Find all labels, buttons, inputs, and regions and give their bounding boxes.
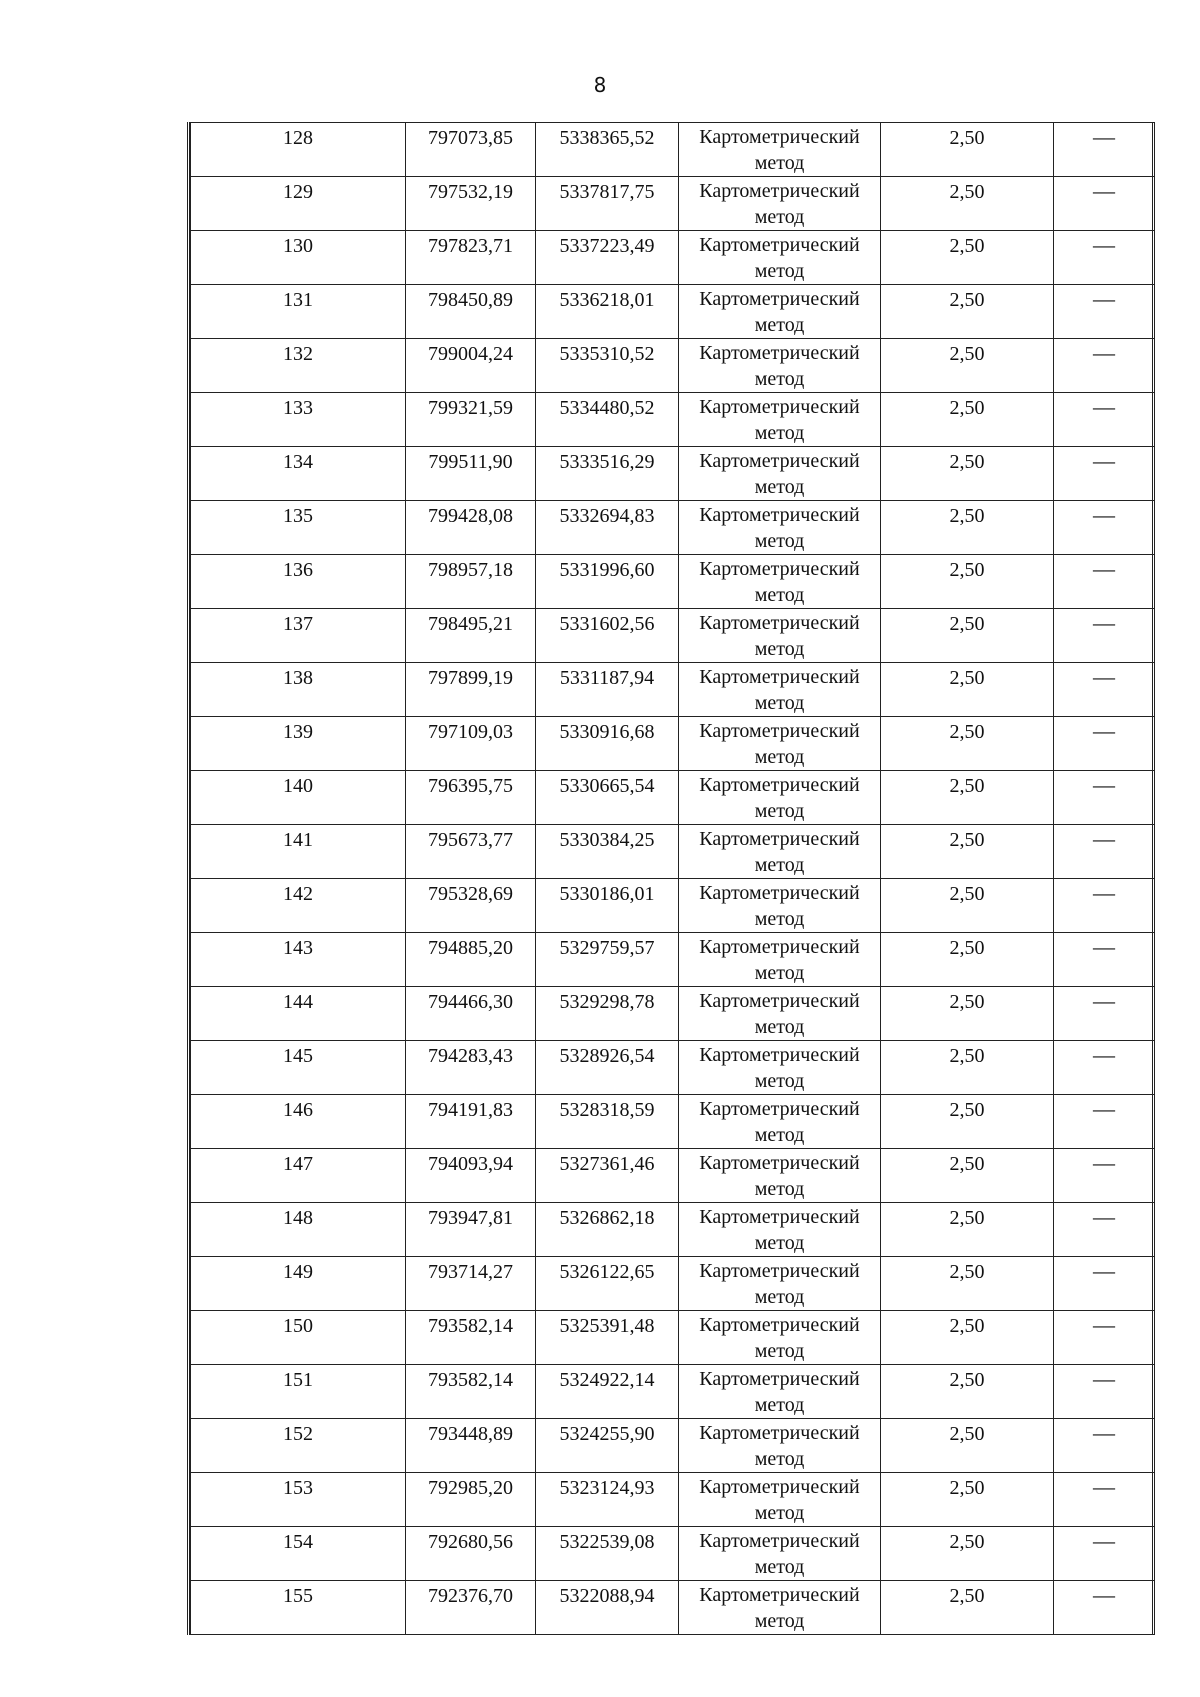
point-number-cell: 135 [191, 501, 406, 555]
y-coordinate-cell: 5324922,14 [536, 1365, 679, 1419]
method-cell: Картометрический метод [679, 339, 881, 393]
y-coordinate-cell: 5330665,54 [536, 771, 679, 825]
point-number-cell: 131 [191, 285, 406, 339]
x-coordinate-cell: 792376,70 [406, 1581, 536, 1635]
point-number-cell: 128 [191, 123, 406, 177]
y-coordinate-cell: 5333516,29 [536, 447, 679, 501]
table-row [191, 177, 1155, 231]
method-cell: Картометрический метод [679, 771, 881, 825]
point-number-cell: 141 [191, 825, 406, 879]
method-cell: Картометрический метод [679, 1419, 881, 1473]
point-number-cell: 129 [191, 177, 406, 231]
x-coordinate-cell: 799321,59 [406, 393, 536, 447]
page-number: 8 [593, 73, 607, 97]
accuracy-cell: 2,50 [881, 1257, 1054, 1311]
note-cell: — [1054, 1527, 1155, 1581]
table-row [191, 1365, 1155, 1419]
y-coordinate-cell: 5326122,65 [536, 1257, 679, 1311]
table-row [191, 231, 1155, 285]
coordinates-table-wrapper [187, 122, 1155, 1635]
method-cell: Картометрический метод [679, 717, 881, 771]
point-number-cell: 136 [191, 555, 406, 609]
accuracy-cell: 2,50 [881, 1311, 1054, 1365]
point-number-cell: 154 [191, 1527, 406, 1581]
method-cell: Картометрический метод [679, 1041, 881, 1095]
accuracy-cell: 2,50 [881, 501, 1054, 555]
x-coordinate-cell: 799428,08 [406, 501, 536, 555]
note-cell: — [1054, 123, 1155, 177]
table-row [191, 1419, 1155, 1473]
x-coordinate-cell: 799511,90 [406, 447, 536, 501]
table-row [191, 447, 1155, 501]
note-cell: — [1054, 1149, 1155, 1203]
x-coordinate-cell: 794885,20 [406, 933, 536, 987]
method-cell: Картометрический метод [679, 393, 881, 447]
point-number-cell: 150 [191, 1311, 406, 1365]
note-cell: — [1054, 339, 1155, 393]
table-row [191, 1095, 1155, 1149]
method-cell: Картометрический метод [679, 987, 881, 1041]
note-cell: — [1054, 1581, 1155, 1635]
accuracy-cell: 2,50 [881, 555, 1054, 609]
point-number-cell: 134 [191, 447, 406, 501]
point-number-cell: 143 [191, 933, 406, 987]
x-coordinate-cell: 798495,21 [406, 609, 536, 663]
method-cell: Картометрический метод [679, 231, 881, 285]
table-row [191, 1203, 1155, 1257]
table-row [191, 1311, 1155, 1365]
x-coordinate-cell: 794191,83 [406, 1095, 536, 1149]
table-row [191, 717, 1155, 771]
table-row [191, 123, 1155, 177]
method-cell: Картометрический метод [679, 1581, 881, 1635]
y-coordinate-cell: 5334480,52 [536, 393, 679, 447]
note-cell: — [1054, 555, 1155, 609]
table-row [191, 555, 1155, 609]
y-coordinate-cell: 5322539,08 [536, 1527, 679, 1581]
table-row [191, 285, 1155, 339]
accuracy-cell: 2,50 [881, 177, 1054, 231]
table-row [191, 825, 1155, 879]
y-coordinate-cell: 5327361,46 [536, 1149, 679, 1203]
method-cell: Картометрический метод [679, 1365, 881, 1419]
method-cell: Картометрический метод [679, 825, 881, 879]
accuracy-cell: 2,50 [881, 1041, 1054, 1095]
table-row [191, 1149, 1155, 1203]
coordinates-table-body [191, 123, 1155, 1635]
x-coordinate-cell: 797899,19 [406, 663, 536, 717]
note-cell: — [1054, 987, 1155, 1041]
point-number-cell: 140 [191, 771, 406, 825]
table-row [191, 393, 1155, 447]
x-coordinate-cell: 793714,27 [406, 1257, 536, 1311]
note-cell: — [1054, 609, 1155, 663]
point-number-cell: 144 [191, 987, 406, 1041]
note-cell: — [1054, 1203, 1155, 1257]
table-row [191, 501, 1155, 555]
y-coordinate-cell: 5330384,25 [536, 825, 679, 879]
point-number-cell: 155 [191, 1581, 406, 1635]
method-cell: Картометрический метод [679, 609, 881, 663]
x-coordinate-cell: 798450,89 [406, 285, 536, 339]
note-cell: — [1054, 177, 1155, 231]
point-number-cell: 145 [191, 1041, 406, 1095]
method-cell: Картометрический метод [679, 1257, 881, 1311]
method-cell: Картометрический метод [679, 1527, 881, 1581]
note-cell: — [1054, 285, 1155, 339]
x-coordinate-cell: 795673,77 [406, 825, 536, 879]
y-coordinate-cell: 5332694,83 [536, 501, 679, 555]
note-cell: — [1054, 231, 1155, 285]
x-coordinate-cell: 792985,20 [406, 1473, 536, 1527]
y-coordinate-cell: 5326862,18 [536, 1203, 679, 1257]
accuracy-cell: 2,50 [881, 1095, 1054, 1149]
point-number-cell: 130 [191, 231, 406, 285]
note-cell: — [1054, 447, 1155, 501]
y-coordinate-cell: 5331187,94 [536, 663, 679, 717]
note-cell: — [1054, 717, 1155, 771]
point-number-cell: 132 [191, 339, 406, 393]
y-coordinate-cell: 5331996,60 [536, 555, 679, 609]
note-cell: — [1054, 1257, 1155, 1311]
y-coordinate-cell: 5328318,59 [536, 1095, 679, 1149]
method-cell: Картометрический метод [679, 447, 881, 501]
x-coordinate-cell: 794093,94 [406, 1149, 536, 1203]
point-number-cell: 149 [191, 1257, 406, 1311]
coordinates-table [190, 122, 1155, 1635]
table-row [191, 879, 1155, 933]
x-coordinate-cell: 796395,75 [406, 771, 536, 825]
method-cell: Картометрический метод [679, 879, 881, 933]
table-row [191, 933, 1155, 987]
method-cell: Картометрический метод [679, 1095, 881, 1149]
point-number-cell: 138 [191, 663, 406, 717]
accuracy-cell: 2,50 [881, 1473, 1054, 1527]
note-cell: — [1054, 1365, 1155, 1419]
method-cell: Картометрический метод [679, 285, 881, 339]
method-cell: Картометрический метод [679, 663, 881, 717]
note-cell: — [1054, 1473, 1155, 1527]
y-coordinate-cell: 5330916,68 [536, 717, 679, 771]
x-coordinate-cell: 799004,24 [406, 339, 536, 393]
accuracy-cell: 2,50 [881, 339, 1054, 393]
table-row [191, 987, 1155, 1041]
x-coordinate-cell: 797073,85 [406, 123, 536, 177]
note-cell: — [1054, 393, 1155, 447]
accuracy-cell: 2,50 [881, 987, 1054, 1041]
accuracy-cell: 2,50 [881, 1149, 1054, 1203]
x-coordinate-cell: 797109,03 [406, 717, 536, 771]
x-coordinate-cell: 793582,14 [406, 1311, 536, 1365]
accuracy-cell: 2,50 [881, 825, 1054, 879]
accuracy-cell: 2,50 [881, 1365, 1054, 1419]
point-number-cell: 147 [191, 1149, 406, 1203]
accuracy-cell: 2,50 [881, 609, 1054, 663]
method-cell: Картометрический метод [679, 1473, 881, 1527]
y-coordinate-cell: 5325391,48 [536, 1311, 679, 1365]
accuracy-cell: 2,50 [881, 1419, 1054, 1473]
y-coordinate-cell: 5337817,75 [536, 177, 679, 231]
method-cell: Картометрический метод [679, 1149, 881, 1203]
y-coordinate-cell: 5323124,93 [536, 1473, 679, 1527]
x-coordinate-cell: 793448,89 [406, 1419, 536, 1473]
method-cell: Картометрический метод [679, 1311, 881, 1365]
y-coordinate-cell: 5338365,52 [536, 123, 679, 177]
accuracy-cell: 2,50 [881, 1581, 1054, 1635]
accuracy-cell: 2,50 [881, 1203, 1054, 1257]
y-coordinate-cell: 5329298,78 [536, 987, 679, 1041]
note-cell: — [1054, 1095, 1155, 1149]
point-number-cell: 142 [191, 879, 406, 933]
method-cell: Картометрический метод [679, 933, 881, 987]
y-coordinate-cell: 5322088,94 [536, 1581, 679, 1635]
accuracy-cell: 2,50 [881, 933, 1054, 987]
y-coordinate-cell: 5337223,49 [536, 231, 679, 285]
x-coordinate-cell: 794283,43 [406, 1041, 536, 1095]
accuracy-cell: 2,50 [881, 1527, 1054, 1581]
method-cell: Картометрический метод [679, 177, 881, 231]
point-number-cell: 137 [191, 609, 406, 663]
table-row [191, 1527, 1155, 1581]
x-coordinate-cell: 797823,71 [406, 231, 536, 285]
point-number-cell: 148 [191, 1203, 406, 1257]
method-cell: Картометрический метод [679, 501, 881, 555]
y-coordinate-cell: 5330186,01 [536, 879, 679, 933]
note-cell: — [1054, 1311, 1155, 1365]
accuracy-cell: 2,50 [881, 231, 1054, 285]
x-coordinate-cell: 794466,30 [406, 987, 536, 1041]
accuracy-cell: 2,50 [881, 771, 1054, 825]
table-row [191, 1257, 1155, 1311]
table-row [191, 771, 1155, 825]
x-coordinate-cell: 798957,18 [406, 555, 536, 609]
method-cell: Картометрический метод [679, 123, 881, 177]
note-cell: — [1054, 501, 1155, 555]
accuracy-cell: 2,50 [881, 663, 1054, 717]
note-cell: — [1054, 879, 1155, 933]
point-number-cell: 152 [191, 1419, 406, 1473]
x-coordinate-cell: 793582,14 [406, 1365, 536, 1419]
y-coordinate-cell: 5324255,90 [536, 1419, 679, 1473]
accuracy-cell: 2,50 [881, 879, 1054, 933]
y-coordinate-cell: 5329759,57 [536, 933, 679, 987]
point-number-cell: 153 [191, 1473, 406, 1527]
accuracy-cell: 2,50 [881, 393, 1054, 447]
note-cell: — [1054, 1041, 1155, 1095]
x-coordinate-cell: 797532,19 [406, 177, 536, 231]
table-row [191, 609, 1155, 663]
note-cell: — [1054, 771, 1155, 825]
y-coordinate-cell: 5328926,54 [536, 1041, 679, 1095]
accuracy-cell: 2,50 [881, 285, 1054, 339]
accuracy-cell: 2,50 [881, 717, 1054, 771]
point-number-cell: 146 [191, 1095, 406, 1149]
table-row [191, 663, 1155, 717]
y-coordinate-cell: 5335310,52 [536, 339, 679, 393]
method-cell: Картометрический метод [679, 1203, 881, 1257]
x-coordinate-cell: 795328,69 [406, 879, 536, 933]
x-coordinate-cell: 793947,81 [406, 1203, 536, 1257]
table-row [191, 1473, 1155, 1527]
point-number-cell: 133 [191, 393, 406, 447]
note-cell: — [1054, 933, 1155, 987]
accuracy-cell: 2,50 [881, 123, 1054, 177]
table-row [191, 1041, 1155, 1095]
table-row [191, 339, 1155, 393]
note-cell: — [1054, 825, 1155, 879]
y-coordinate-cell: 5336218,01 [536, 285, 679, 339]
table-row [191, 1581, 1155, 1635]
y-coordinate-cell: 5331602,56 [536, 609, 679, 663]
point-number-cell: 151 [191, 1365, 406, 1419]
note-cell: — [1054, 1419, 1155, 1473]
x-coordinate-cell: 792680,56 [406, 1527, 536, 1581]
method-cell: Картометрический метод [679, 555, 881, 609]
note-cell: — [1054, 663, 1155, 717]
accuracy-cell: 2,50 [881, 447, 1054, 501]
point-number-cell: 139 [191, 717, 406, 771]
